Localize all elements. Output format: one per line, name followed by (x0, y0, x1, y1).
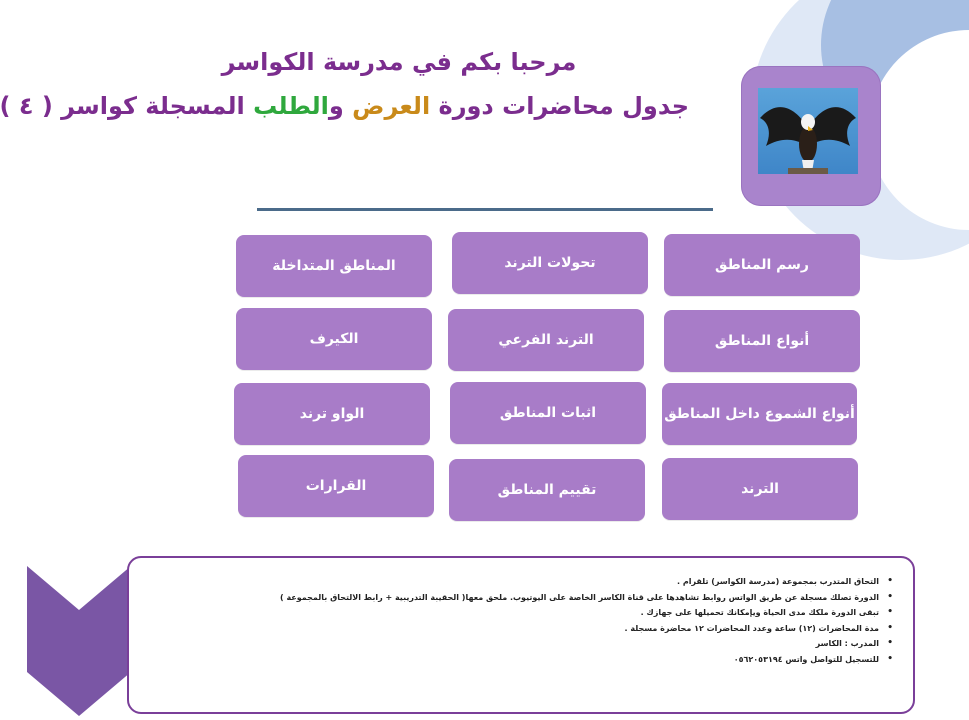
topic-box[interactable]: الترند الفرعي (448, 309, 644, 371)
eagle-image-frame (741, 66, 881, 206)
info-item (135, 574, 895, 590)
bullet-icon: • (887, 653, 893, 664)
subtitle-highlight-demand: الطلب (253, 92, 329, 120)
topic-box[interactable]: أنواع الشموع داخل المناطق (662, 383, 857, 445)
bullet-icon: • (887, 638, 893, 648)
bullet-icon: • (887, 576, 893, 586)
info-item (135, 652, 895, 668)
chevron-down-icon (27, 566, 131, 716)
info-item-text: مدة المحاضرات (١٢) ساعة وعدد المحاضرات ١٢ محاضرة مسجلة . (624, 623, 879, 633)
topic-box[interactable]: القرارات (238, 455, 434, 517)
subtitle-part-1: جدول محاضرات دورة (430, 92, 689, 120)
topic-box[interactable]: الترند (662, 458, 858, 520)
info-item-text: تبقى الدورة ملكك مدى الحياة ويإمكانك تحميلها على جهازك . (640, 608, 879, 617)
subtitle-highlight-supply: العرض (352, 92, 431, 120)
topic-box[interactable]: تقييم المناطق (449, 459, 645, 521)
info-panel (127, 556, 915, 714)
topic-box[interactable]: تحولات الترند (452, 232, 648, 294)
info-item-text: التحاق المتدرب بمجموعة (مدرسة الكواسر) تلقرام . (677, 577, 879, 586)
subtitle-part-5: المسجلة كواسر ( ٤ ) (0, 92, 254, 120)
page-title: مرحبا بكم في مدرسة الكواسر (221, 48, 577, 76)
info-item (135, 605, 895, 621)
topic-box[interactable]: الواو ترند (234, 383, 430, 445)
bullet-icon: • (887, 622, 893, 633)
topic-box[interactable]: رسم المناطق (664, 234, 860, 296)
subtitle-conjunction: و (328, 92, 353, 120)
topic-box[interactable]: أنواع المناطق (664, 310, 860, 372)
topic-box[interactable]: المناطق المتداخلة (236, 235, 432, 297)
info-item (135, 636, 895, 652)
title-divider (257, 208, 713, 211)
bullet-icon: • (887, 591, 893, 602)
info-item (135, 590, 895, 606)
page-subtitle (0, 92, 689, 120)
topic-box[interactable]: الكيرف (236, 308, 432, 370)
info-item (135, 621, 895, 637)
info-item-text: المدرب : الكاسر (815, 639, 879, 648)
info-item-text: للتسجيل للتواصل واتس ٠٥٦٢٠٥٣١٩٤ (733, 654, 879, 664)
topic-box[interactable]: اثبات المناطق (450, 382, 646, 444)
eagle-photo (758, 88, 858, 174)
info-item-text: الدورة تصلك مسجلة عن طريق الواتس روابط تشاهدها على قناة الكاسر الخاصة على اليوتيوب. ملحق معها( الحقيبة التدريبية + رابط الالتحاق بالمجموعة ) (280, 592, 879, 602)
bullet-icon: • (887, 607, 893, 617)
eagle-icon (758, 88, 858, 174)
info-list (135, 574, 895, 667)
